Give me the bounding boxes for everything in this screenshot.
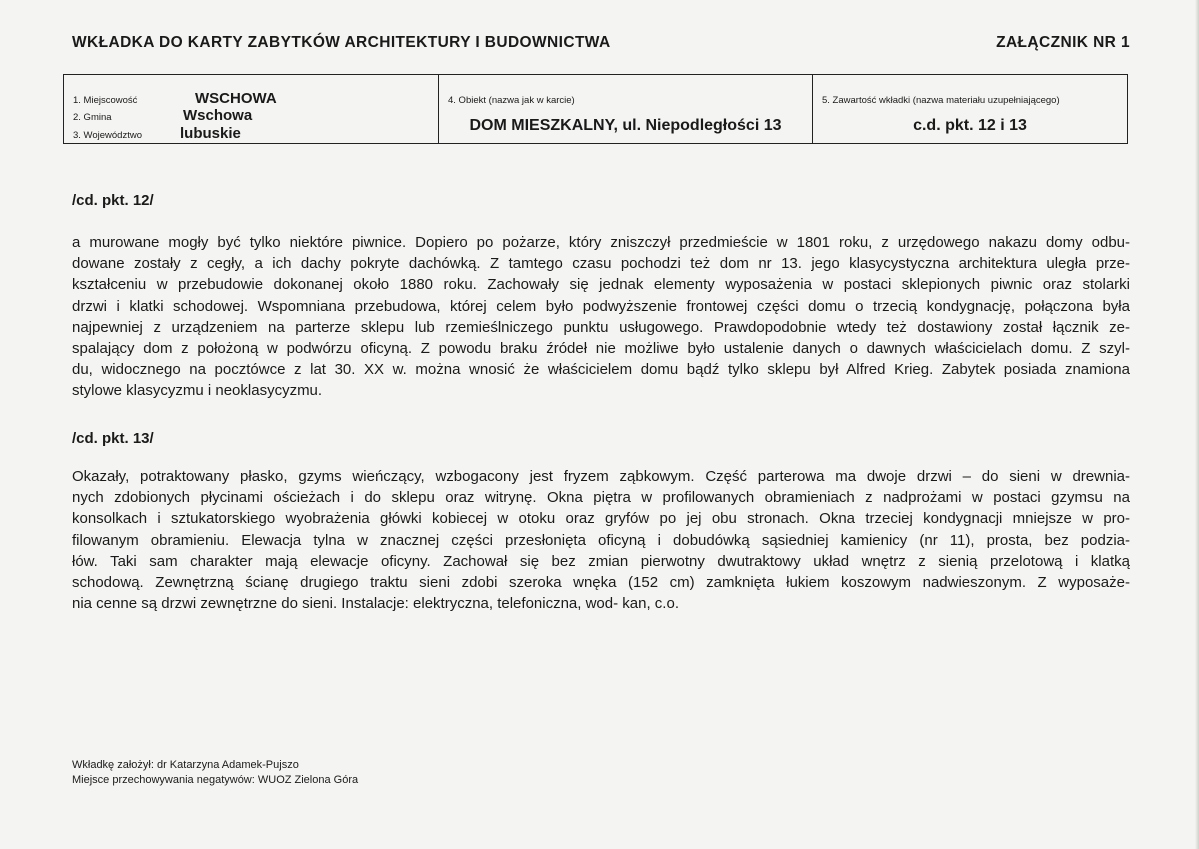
text-line: filowanym obramieniu. Elewacja tylna w znacznej części przesłonięta oficyną i dobudówką sąsiedniej kamienicy (nr 11), prosta, bez podzia- [72, 531, 1130, 549]
text-line: łów. Taki sam charakter mają elewacje oficyny. Zachował się bez zmian pierwotny dwutraktowy układ wnętrz z sienią przelotową i klatką [72, 552, 1130, 570]
object-value: DOM MIESZKALNY, ul. Niepodległości 13 [469, 117, 782, 134]
text-line: stylowe klasycyzmu i neoklasycyzmu. [72, 382, 323, 400]
text-line: schodową. Zewnętrzną ścianę drugiego traktu sieni zdobi szeroka wnęka (152 cm) zamknięta łukiem koszowym nadwieszonym. Z wyposaże- [72, 574, 1130, 592]
text-line: nych zdobionych płycinami ościeżach i do sklepu oraz witrynę. Okna piętra w profilowanych obramieniach z nadprożami w postaci gzymsu na [72, 489, 1130, 507]
section-13-title: /cd. pkt. 13/ [72, 430, 154, 447]
text-line: drzwi i klatki schodowej. Wspomniana przebudowa, której celem było podwyższenie frontowej części domu o trzecią kondygnację, połączona była [72, 297, 1130, 315]
location-value: WSCHOWA [195, 90, 277, 107]
voivodeship-label: 3. Województwo [73, 130, 142, 141]
section-12-text [72, 232, 1130, 402]
contents-cell [813, 75, 1127, 143]
text-line: Okazały, potraktowany płasko, gzyms wieńczący, wzbogacony jest fryzem ząbkowym. Część parterowa ma dwoje drzwi – do sieni w drewnia- [72, 468, 1130, 485]
contents-value: c.d. pkt. 12 i 13 [913, 117, 1027, 134]
info-table [63, 74, 1128, 144]
location-cell [64, 75, 439, 143]
commune-value: Wschowa [183, 107, 253, 124]
text-line: najpewniej z urządzeniem na parterze sklepu lub rzemieślniczego punktu usługowego. Prawdopodobnie wtedy też dostawiony został łącznik ze- [72, 318, 1130, 336]
document-title: WKŁADKA DO KARTY ZABYTKÓW ARCHITEKTURY I BUDOWNICTWA [72, 34, 611, 51]
negatives-location: Miejsce przechowywania negatywów: WUOZ Zielona Góra [72, 774, 359, 786]
document-header [72, 34, 1130, 52]
text-line: du, widocznego na pocztówce z lat 30. XX w. można wnosić że właścicielem domu bądź tylko sklepu był Alfred Krieg. Zabytek posiada znamiona [72, 361, 1130, 379]
page-edge [1195, 0, 1199, 849]
commune-label: 2. Gmina [73, 112, 112, 123]
author-note: Wkładkę założył: dr Katarzyna Adamek-Pujszo [72, 759, 299, 771]
contents-label: 5. Zawartość wkładki (nazwa materiału uzupełniającego) [822, 95, 1060, 106]
location-label: 1. Miejscowość [73, 95, 138, 106]
text-line: dowane zostały z cegły, a ich dachy pokryte dachówką. Z tamtego czasu pochodzi też dom nr 13. jego klasycystyczna architektura uległa prze- [72, 255, 1130, 273]
document-footer [72, 758, 358, 788]
section-12-title: /cd. pkt. 12/ [72, 192, 154, 209]
object-cell [439, 75, 813, 143]
text-line: kształceniu w przebudowie dokonanej około 1880 roku. Zachowały się jednak elementy wyposażenia w postaci sklepionych piwnic oraz stolarki [72, 276, 1130, 294]
voivodeship-value: lubuskie [180, 125, 241, 142]
attachment-number: ZAŁĄCZNIK NR 1 [996, 34, 1130, 51]
text-line: spalający dom z położoną w podwórzu oficyną. Z powodu braku źródeł nie możliwe było ustalenie danych o dawnych właścicielach domu. Z szyl- [72, 340, 1130, 358]
text-line: nia cenne są drzwi zewnętrzne do sieni. Instalacje: elektryczna, telefoniczna, wod- kan, c.o. [72, 595, 679, 613]
section-13-text [72, 466, 1130, 614]
object-label: 4. Obiekt (nazwa jak w karcie) [448, 95, 575, 106]
text-line: a murowane mogły być tylko niektóre piwnice. Dopiero po pożarze, który zniszczył przedmieście w 1801 roku, z urzędowego nakazu domy odbu- [72, 234, 1130, 251]
text-line: konsolkach i sztukatorskiego wyobrażenia główki kobiecej w otoku oraz gryfów po jej obu stronach. Okna trzeciej kondygnacji mniejsze w pro- [72, 510, 1130, 528]
